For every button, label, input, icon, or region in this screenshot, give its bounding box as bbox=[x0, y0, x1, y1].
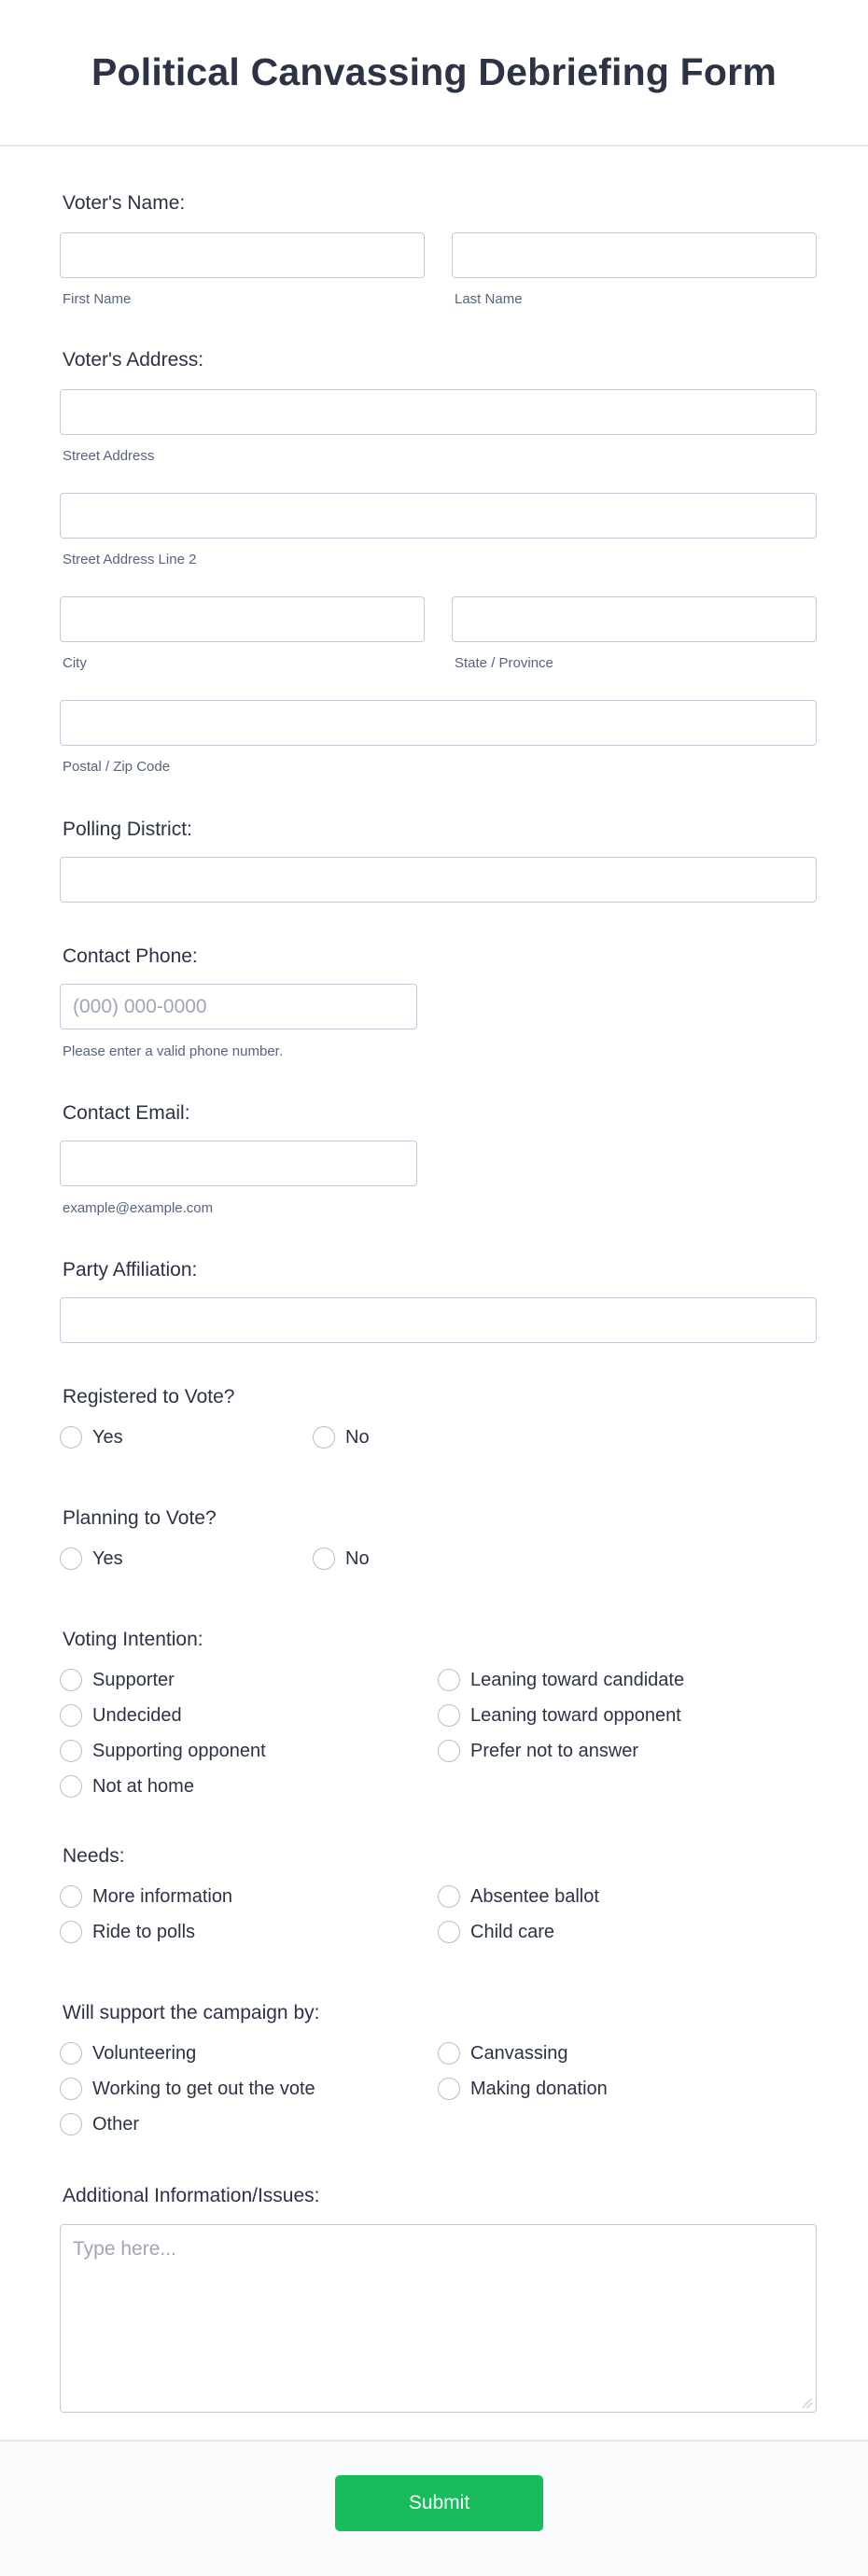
radio-circle[interactable] bbox=[60, 2042, 82, 2065]
voting-intention-option-supporting-opponent[interactable] bbox=[60, 1738, 266, 1764]
option-label: Supporting opponent bbox=[92, 1740, 266, 1761]
option-label: Canvassing bbox=[470, 2042, 568, 2064]
option-label: Yes bbox=[92, 1426, 123, 1448]
option-label: No bbox=[345, 1426, 370, 1448]
form-title: Political Canvassing Debriefing Form bbox=[91, 50, 777, 93]
registered-option-no[interactable] bbox=[313, 1424, 370, 1450]
voting-intention-option-leaning-candidate[interactable] bbox=[438, 1667, 684, 1693]
planning-to-vote-label: Planning to Vote? bbox=[63, 1507, 217, 1529]
needs-option-more-information[interactable] bbox=[60, 1883, 232, 1910]
voting-intention-option-prefer-not[interactable] bbox=[438, 1738, 638, 1764]
contact-phone-placeholder: (000) 000-0000 bbox=[73, 996, 207, 1017]
state-province-input[interactable] bbox=[452, 596, 817, 642]
street-address-input[interactable] bbox=[60, 389, 817, 435]
option-label: Other bbox=[92, 2113, 140, 2135]
radio-circle[interactable] bbox=[60, 2078, 82, 2100]
form-header bbox=[0, 0, 868, 147]
radio-circle[interactable] bbox=[438, 2042, 460, 2065]
radio-circle[interactable] bbox=[60, 1740, 82, 1762]
radio-circle[interactable] bbox=[60, 1547, 82, 1570]
option-label: Volunteering bbox=[92, 2042, 197, 2064]
radio-circle[interactable] bbox=[60, 1704, 82, 1727]
support-option-other[interactable] bbox=[60, 2111, 139, 2137]
support-campaign-label: Will support the campaign by: bbox=[63, 2002, 320, 2023]
postal-code-sublabel: Postal / Zip Code bbox=[63, 759, 171, 775]
radio-circle[interactable] bbox=[60, 2113, 82, 2135]
contact-email-input[interactable] bbox=[60, 1141, 417, 1186]
option-label: Leaning toward opponent bbox=[470, 1704, 681, 1726]
city-input[interactable] bbox=[60, 596, 425, 642]
submit-button[interactable]: Submit bbox=[335, 2475, 543, 2531]
option-label: Yes bbox=[92, 1547, 123, 1569]
needs-option-absentee-ballot[interactable] bbox=[438, 1883, 599, 1910]
option-label: Working to get out the vote bbox=[92, 2078, 315, 2099]
registered-to-vote-label: Registered to Vote? bbox=[63, 1386, 235, 1407]
contact-phone-input[interactable] bbox=[60, 984, 417, 1029]
option-label: Child care bbox=[470, 1921, 555, 1942]
option-label: Absentee ballot bbox=[470, 1885, 599, 1907]
voting-intention-option-leaning-opponent[interactable] bbox=[438, 1702, 681, 1729]
radio-circle[interactable] bbox=[438, 1704, 460, 1727]
last-name-input[interactable] bbox=[452, 232, 817, 278]
first-name-sublabel: First Name bbox=[63, 291, 132, 307]
needs-option-ride-to-polls[interactable] bbox=[60, 1919, 195, 1945]
party-affiliation-input[interactable] bbox=[60, 1297, 817, 1343]
radio-circle[interactable] bbox=[438, 2078, 460, 2100]
additional-info-textarea[interactable] bbox=[60, 2224, 817, 2413]
voting-intention-option-not-at-home[interactable] bbox=[60, 1773, 194, 1799]
resize-grip-icon[interactable] bbox=[803, 2399, 812, 2408]
needs-label: Needs: bbox=[63, 1845, 125, 1867]
radio-circle[interactable] bbox=[438, 1740, 460, 1762]
option-label: Ride to polls bbox=[92, 1921, 196, 1942]
contact-email-sublabel: example@example.com bbox=[63, 1200, 214, 1216]
contact-phone-sublabel: Please enter a valid phone number. bbox=[63, 1043, 283, 1059]
radio-circle[interactable] bbox=[60, 1921, 82, 1943]
support-option-get-out-vote[interactable] bbox=[60, 2076, 315, 2102]
city-sublabel: City bbox=[63, 655, 87, 671]
voter-name-label: Voter's Name: bbox=[63, 192, 186, 214]
voter-address-label: Voter's Address: bbox=[63, 349, 204, 371]
street-address-line2-input[interactable] bbox=[60, 493, 817, 539]
first-name-input[interactable] bbox=[60, 232, 425, 278]
registered-option-yes[interactable] bbox=[60, 1424, 123, 1450]
option-label: More information bbox=[92, 1885, 233, 1907]
additional-info-label: Additional Information/Issues: bbox=[63, 2185, 320, 2206]
radio-circle[interactable] bbox=[313, 1426, 335, 1449]
additional-info-placeholder: Type here... bbox=[73, 2238, 176, 2260]
option-label: No bbox=[345, 1547, 370, 1569]
voting-intention-option-supporter[interactable] bbox=[60, 1667, 175, 1693]
party-affiliation-label: Party Affiliation: bbox=[63, 1259, 198, 1281]
planning-option-no[interactable] bbox=[313, 1546, 370, 1572]
contact-email-label: Contact Email: bbox=[63, 1102, 190, 1124]
state-province-sublabel: State / Province bbox=[455, 655, 553, 671]
option-label: Undecided bbox=[92, 1704, 182, 1726]
needs-option-child-care[interactable] bbox=[438, 1919, 554, 1945]
option-label: Prefer not to answer bbox=[470, 1740, 639, 1761]
option-label: Supporter bbox=[92, 1669, 175, 1690]
option-label: Making donation bbox=[470, 2078, 608, 2099]
last-name-sublabel: Last Name bbox=[455, 291, 523, 307]
support-option-volunteering[interactable] bbox=[60, 2040, 196, 2066]
radio-circle[interactable] bbox=[438, 1669, 460, 1691]
support-option-making-donation[interactable] bbox=[438, 2076, 608, 2102]
voting-intention-label: Voting Intention: bbox=[63, 1629, 203, 1650]
street-address-line2-sublabel: Street Address Line 2 bbox=[63, 552, 197, 567]
voting-intention-option-undecided[interactable] bbox=[60, 1702, 182, 1729]
radio-circle[interactable] bbox=[438, 1885, 460, 1908]
radio-circle[interactable] bbox=[60, 1885, 82, 1908]
support-option-canvassing[interactable] bbox=[438, 2040, 568, 2066]
street-address-sublabel: Street Address bbox=[63, 448, 155, 464]
postal-code-input[interactable] bbox=[60, 700, 817, 746]
radio-circle[interactable] bbox=[438, 1921, 460, 1943]
radio-circle[interactable] bbox=[60, 1426, 82, 1449]
option-label: Leaning toward candidate bbox=[470, 1669, 685, 1690]
planning-option-yes[interactable] bbox=[60, 1546, 123, 1572]
radio-circle[interactable] bbox=[60, 1775, 82, 1798]
radio-circle[interactable] bbox=[60, 1669, 82, 1691]
polling-district-input[interactable] bbox=[60, 857, 817, 903]
contact-phone-label: Contact Phone: bbox=[63, 945, 198, 967]
polling-district-label: Polling District: bbox=[63, 819, 192, 840]
radio-circle[interactable] bbox=[313, 1547, 335, 1570]
option-label: Not at home bbox=[92, 1775, 194, 1797]
